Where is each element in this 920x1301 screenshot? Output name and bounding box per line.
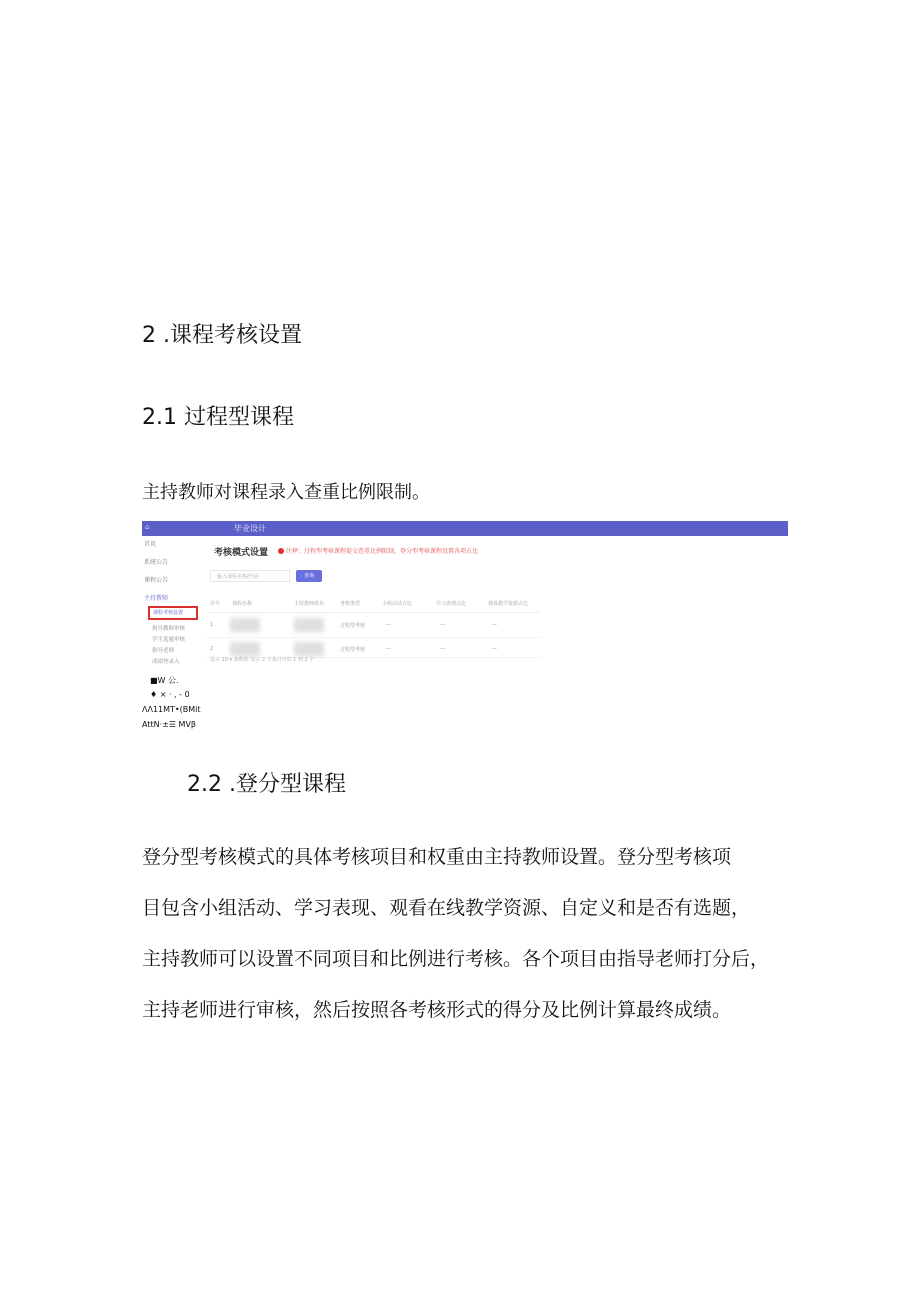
row-index: 2 <box>210 646 214 652</box>
group-activity-ratio: — <box>386 646 391 652</box>
sidebar <box>142 536 206 734</box>
assessment-type: 过程型考核 <box>340 623 366 629</box>
assessment-type: 过程型考核 <box>340 647 366 653</box>
embedded-screenshot <box>142 521 790 734</box>
sidebar-item-course-notice[interactable]: 课程公告 <box>144 577 169 584</box>
column-header: 序号 <box>210 601 221 607</box>
sidebar-sub-item[interactable]: 学生选题审核 <box>152 637 186 643</box>
notice-text <box>278 546 478 555</box>
redacted-teacher-name <box>294 618 324 632</box>
alert-icon <box>278 548 284 554</box>
page-title: 考核模式设置 <box>214 548 269 558</box>
pagination-footer: 显示 10 ▾ 条数据 显示 2 个条目中的 1 到 2 个 <box>210 657 315 663</box>
redacted-teacher-name <box>294 642 324 656</box>
column-header: 小组活动占比 <box>382 601 413 607</box>
redacted-course-name <box>230 642 260 656</box>
group-activity-ratio: — <box>386 622 391 628</box>
search-button[interactable]: 查询 <box>296 570 322 582</box>
resource-ratio: — <box>492 622 497 628</box>
sidebar-sub-item[interactable]: 成绩登录入 <box>152 659 180 665</box>
sidebar-sub-item[interactable]: 指导老师 <box>152 648 175 654</box>
learning-ratio: — <box>440 646 445 652</box>
home-icon: ⌂ <box>145 523 150 531</box>
column-header: 课程名称 <box>232 601 253 607</box>
app-header-bar <box>142 521 788 536</box>
paragraph-line: 登分型考核模式的具体考核项目和权重由主持教师设置。登分型考核项 <box>142 846 732 868</box>
search-input[interactable]: 输入课程名称/代码 <box>210 570 290 582</box>
sidebar-item-course-assessment[interactable]: 课程考核设置 <box>148 606 198 620</box>
paragraph-line: 主持教师可以设置不同项目和比例进行考核。各个项目由指导老师打分后， <box>142 948 770 970</box>
section-heading-2: 2 .课程考核设置 <box>142 323 302 348</box>
section-heading-2-1: 2.1 过程型课程 <box>142 405 294 430</box>
garbled-text: ♦ × · , - 0 <box>150 690 190 699</box>
body-paragraph <box>142 832 807 1036</box>
table-header <box>206 594 540 613</box>
paragraph-line: 主持老师进行审核，然后按照各考核形式的得分及比例计算最终成绩。 <box>142 999 732 1021</box>
garbled-text: ΛΛ11MT•(ΒΜit <box>142 705 201 714</box>
sidebar-item-home[interactable]: 首页 <box>144 541 157 548</box>
column-header: 学习表现占比 <box>436 601 467 607</box>
sidebar-item-system-notice[interactable]: 系统公告 <box>144 559 169 566</box>
column-header: 主持教师姓名 <box>294 601 325 607</box>
column-header: 观看教学资源占比 <box>488 601 529 607</box>
resource-ratio: — <box>492 646 497 652</box>
redacted-course-name <box>230 618 260 632</box>
main-panel <box>206 536 540 666</box>
notice-label: 注释：过程型考核课程提交查重比例限制，登分型考核课程设置各项占比 <box>286 548 479 555</box>
garbled-text: AttN·±☰ MVβ <box>142 720 197 729</box>
row-index: 1 <box>210 622 214 628</box>
table-row[interactable] <box>206 637 540 658</box>
app-title: 毕业设计 <box>234 524 266 533</box>
sidebar-sub-item[interactable]: 指导教师审核 <box>152 626 186 632</box>
intro-text: 主持教师对课程录入查重比例限制。 <box>142 482 430 503</box>
garbled-text: ■W 公. <box>150 676 179 685</box>
sidebar-item-host-teacher[interactable]: 主持教师 <box>144 595 169 602</box>
paragraph-line: 目包含小组活动、学习表现、观看在线教学资源、自定义和是否有选题， <box>142 897 751 919</box>
table-row[interactable] <box>206 613 540 638</box>
column-header: 考核类型 <box>340 601 361 607</box>
learning-ratio: — <box>440 622 445 628</box>
section-heading-2-2: 2.2 .登分型课程 <box>187 772 346 797</box>
